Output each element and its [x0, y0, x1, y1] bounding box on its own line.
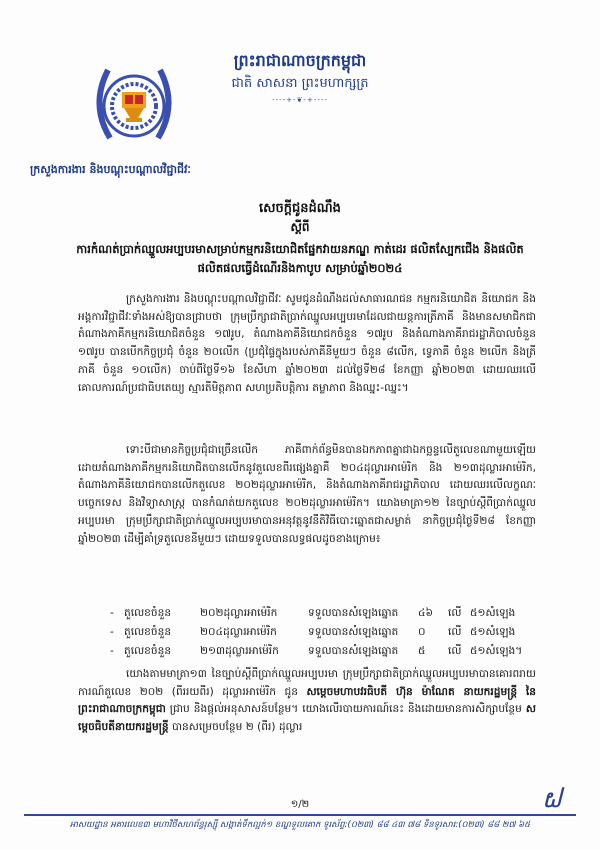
national-motto: ជាតិ សាសនា ព្រះមហាក្សត្រ: [231, 76, 369, 91]
amount: ២១៣ដុល្លារអាម៉េរិក: [200, 645, 279, 657]
vote-results-list: [110, 604, 530, 661]
paragraph-3: [78, 666, 536, 737]
ministry-emblem-icon: [88, 60, 180, 160]
total: ៥១សំឡេង: [470, 626, 516, 638]
votes: ៥: [418, 645, 426, 657]
initial-signature-mark: ຝ: [542, 784, 562, 814]
of: លើ: [448, 626, 462, 638]
votes: ៤៦: [418, 607, 434, 619]
received-label: ទទួលបានសំឡេងឆ្នោត: [308, 626, 399, 638]
notice-subject-label: ស្តីពី: [290, 220, 310, 234]
received-label: ទទួលបានសំឡេងឆ្នោត: [308, 645, 399, 657]
paragraph-3-text-a: យោងតាមមាត្រា១៣ នៃច្បាប់ស្តីពីប្រាក់ឈ្នួលអប្បបរមា ក្រុមប្រឹក្សាជាតិប្រាក់ឈ្នួលអប្បបរមាបានគោរពរាយការណ៍តួលេខ ២០២ (ពីររយពីរ) ដុល្លារអាម៉េរិក ជូន: [78, 668, 536, 698]
label: តួលេខចំនួន: [124, 645, 172, 657]
kingdom-header: [190, 50, 410, 104]
prime-minister-title: សម្តេចមហាបវរធិបតី ហ៊ុន ម៉ាណែត នាយករដ្ឋមន្ត្រី នៃព្រះរាជាណាចក្រកម្ពុជា: [78, 685, 536, 716]
footer-address: អាសយដ្ឋាន អគារលេខ៣ មហាវិថីសហព័ន្ធរុស្ស៊ី សង្កាត់ទឹកល្អក់១ ខណ្ឌទួលគោក ទូរស័ព្ទ:(០២៣) ៨៨ ៤៣ ៧៨ ទិនទូរសារ:(០២៣) ៨៨ ២៧ ៦៥: [69, 820, 531, 830]
ornament-divider: ----+-❦-+----: [272, 96, 328, 104]
vote-result-row: [110, 604, 530, 623]
label: តួលេខចំនួន: [124, 607, 172, 619]
footer-divider: [24, 814, 576, 816]
paragraph-2-text: ទោះបីជាមានកិច្ចប្រជុំជាច្រើនលើក ភាគីពាក់ព័ន្ធមិនបានឯកភាពគ្នាជាឯកច្ឆន្ទលើតួលេខណាមួយឡើយ ដោយតំណាងភាគីកម្មករនិយោជិតបានលើកនូវតួលេខពីរផ្សេងគ្នាគឺ ២០៤ដុល្លារអាម៉េរិក និង ២១៣ដុល្លារអាម៉េរិក, តំណាងភាគីនិយោជកបានលើកតួលេខ ២០២ដុល្លារអាម៉េរិក, និងតំណាងភាគីរាជរដ្ឋាភិបាល ដោយឈរលើលក្ខណៈបច្ចេកទេស និងវិទ្យាសាស្ត្រ បានកំណត់យកតួលេខ ២០២ដុល្លារអាម៉េរិក។ យោងមាត្រា១២ នៃច្បាប់ស្តីពីប្រាក់ឈ្នួលអប្បបរមា ក្រុមប្រឹក្សាជាតិប្រាក់ឈ្នួលអប្បបរមាបានអនុវត្តនូវនីតិវិធីបោះឆ្នោតជាសម្ងាត់ នាកិច្ចប្រជុំថ្ងៃទី២៨ ខែកញ្ញា ឆ្នាំ២០២៣ ដើម្បីគាំទ្រតួលេខនីមួយៗ ដោយទទួលបានលទ្ធផលដូចខាងក្រោម៖: [78, 444, 536, 545]
notice-title: សេចក្តីជូនដំណឹង: [259, 201, 341, 216]
bullet: -: [110, 607, 114, 619]
of: លើ: [448, 645, 462, 657]
received-label: ទទួលបានសំឡេងឆ្នោត: [308, 607, 399, 619]
paragraph-3-text-c: ជ្រាប និងផ្តល់អនុសាសន៍បន្ថែម។ យោងលើរបាយការណ៍នេះ និងដោយមានការសិក្សាបន្ថែម: [165, 703, 526, 716]
total: ៥១សំឡេង។: [470, 645, 523, 657]
label: តួលេខចំនួន: [124, 626, 172, 638]
paragraph-1: [78, 291, 536, 397]
paragraph-2: [78, 442, 536, 548]
paragraph-3-text-e: បានសម្រេចបន្ថែម ២ (ពីរ) ដុល្លារ: [168, 721, 303, 734]
bullet: -: [110, 645, 114, 657]
prime-minister-short-title: សម្តេចធិបតីនាយករដ្ឋមន្ត្រី: [78, 703, 536, 734]
ministry-name: ក្រសួងការងារ និងបណ្តុះបណ្តាលវិជ្ជាជីវៈ: [30, 163, 191, 176]
vote-result-row: [110, 623, 530, 642]
votes: ០: [418, 626, 426, 638]
of: លើ: [448, 607, 462, 619]
amount: ២០២ដុល្លារអាម៉េរិក: [200, 607, 278, 619]
total: ៥១សំឡេង: [470, 607, 516, 619]
bullet: -: [110, 626, 114, 638]
paragraph-1-text: ក្រសួងការងារ និងបណ្តុះបណ្តាលវិជ្ជាជីវៈ សូមជូនដំណឹងដល់សាធារណជន កម្មករនិយោជិត និយោជក និងអង្គការវិជ្ជាជីវៈទាំងអស់ឱ្យបានជ្រាបថា ក្រុមប្រឹក្សាជាតិប្រាក់ឈ្នួលអប្បបរមាដែលជាយន្តការត្រីភាគី និងមានសមាជិកជាតំណាងភាគីកម្មករនិយោជិតចំនួន ១៧រូប, តំណាងភាគីនិយោជកចំនួន ១៧រូប និងតំណាងភាគីរាជរដ្ឋាភិបាលចំនួន ១៧រូប បានបើកកិច្ចប្រជុំ ចំនួន ២០លើក (ប្រជុំផ្ទៃក្នុងរបស់ភាគីនីមួយៗ ចំនួន ៨លើក, ទ្វេភាគី ចំនួន ២លើក និងត្រីភាគី ចំនួន ១០លើក) ចាប់ពីថ្ងៃទី១៦ ខែសីហា ឆ្នាំ២០២៣ ដល់ថ្ងៃទី២៨ ខែកញ្ញា ឆ្នាំ២០២៣ ដោយឈរលើគោលការណ៍ប្រជាធិបតេយ្យ ស្មារតីមិត្តភាព សហប្រតិបត្តិការ តម្លាភាព និងឈ្នះ-ឈ្នះ។: [78, 293, 536, 394]
amount: ២០៤ដុល្លារអាម៉េរិក: [200, 626, 277, 638]
page-number: ១/២: [290, 799, 310, 810]
vote-result-row: [110, 642, 530, 661]
kingdom-name: ព្រះរាជាណាចក្រកម្ពុជា: [233, 51, 367, 70]
notice-subject: ការកំណត់ប្រាក់ឈ្នួលអប្បបរមាសម្រាប់កម្មករនិយោជិតផ្នែកវាយនភណ្ឌ កាត់ដេរ ផលិតស្បែកជើង និងផលិតផលិតផលធ្វើដំណើរនិងកាបូប សម្រាប់ឆ្នាំ២០២៤: [76, 242, 524, 275]
